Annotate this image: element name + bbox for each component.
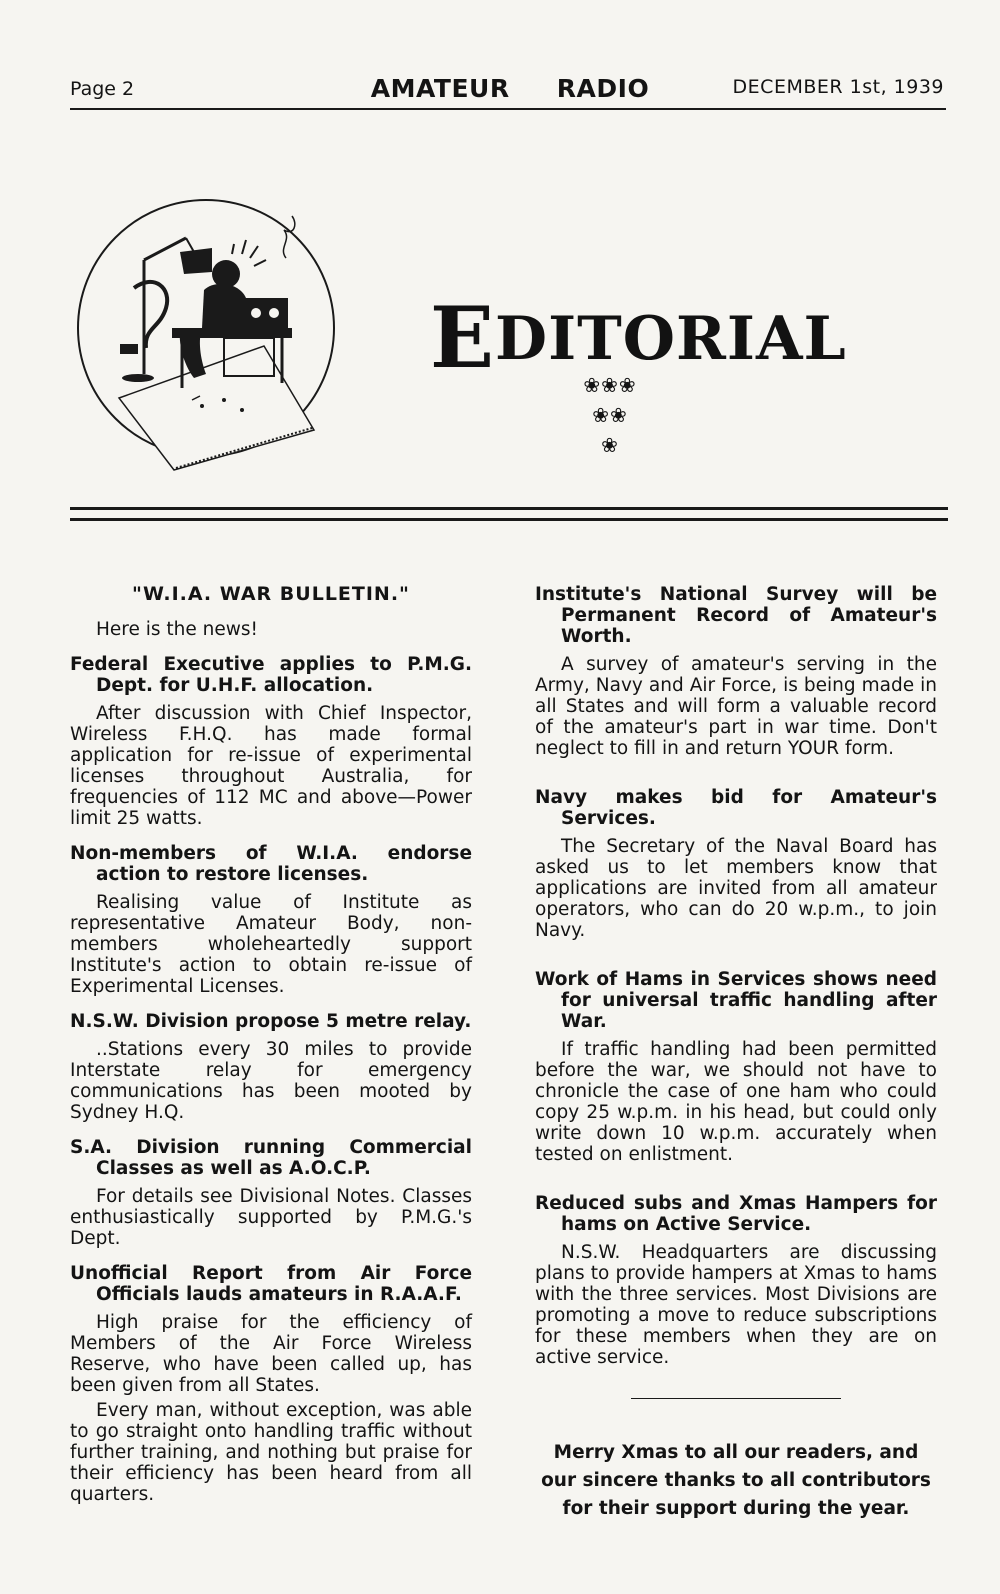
article-body: N.S.W. Headquarters are discussing plans to provide hampers at Xmas to hams with the three services. Most Divisions are promoting a move to reduce subscriptions for these members when they are on active service. [535,1242,937,1368]
article-heading: Non-members of W.I.A. endorse action to restore licenses. [70,843,472,885]
article-body: If traffic handling had been permitted before the war, we should not have to chronicle the case of one ham who could copy 25 w.p.m. in his head, but could only write down 10 w.p.m. accurately when tested on enlistment. [535,1039,937,1165]
page-number: Page 2 [70,78,135,100]
article-body: Every man, without exception, was able to go straight onto handling traffic without further training, and nothing but praise for their efficiency has been heard from all quarters. [70,1400,472,1505]
article-heading: S.A. Division running Commercial Classes as well as A.O.C.P. [70,1137,472,1179]
bulletin-intro: Here is the news! [96,619,258,640]
article-heading: N.S.W. Division propose 5 metre relay. [70,1011,472,1032]
article-body: A survey of amateur's serving in the Army, Navy and Air Force, is being made in all States and will form a valuable record of the amateur's part in war time. Don't neglect to fill in and return YOUR form. [535,654,937,759]
magazine-title: AMATEUR RADIO [370,74,650,103]
article-body: Realising value of Institute as representative Amateur Body, non-members wholeheartedly support Institute's action to obtain re-issue of Experimental Licenses. [70,892,472,997]
issue-date: DECEMBER 1st, 1939 [732,76,944,98]
ornament-row: ❀ [601,433,619,457]
ornament-row: ❀❀❀ [583,373,637,397]
left-column [70,584,472,1519]
article-heading: Federal Executive applies to P.M.G. Dept. for U.H.F. allocation. [70,654,472,696]
editorial-title-rest: DITORIAL [495,304,847,374]
article-heading: Reduced subs and Xmas Hampers for hams on Active Service. [535,1193,937,1235]
right-column [535,584,937,1523]
bulletin-title: "W.I.A. WAR BULLETIN." [132,583,410,605]
radio-operator-illustration [74,178,352,476]
article-body: ..Stations every 30 miles to provide Interstate relay for emergency communications has been mooted by Sydney H.Q. [70,1039,472,1123]
flower-ornaments [540,370,680,460]
article-body: After discussion with Chief Inspector, Wireless F.H.Q. has made formal application for re-issue of experimental licenses throughout Australia, for frequencies of 112 MC and above—Power limit 25 watts. [70,703,472,829]
ornament-row: ❀❀ [592,403,628,427]
page-header [70,74,946,110]
editorial-initial: E [430,288,496,387]
closing-message: Merry Xmas to all our readers, and our sincere thanks to all contributors for their support during the year. [541,1442,931,1519]
article-body: The Secretary of the Naval Board has asked us to let members know that applications are invited from all amateur operators, who can do 20 w.p.m., to join Navy. [535,836,937,941]
article-body: High praise for the efficiency of Members of the Air Force Wireless Reserve, who have been called up, has been given from all States. [70,1312,472,1396]
article-heading: Work of Hams in Services shows need for universal traffic handling after War. [535,969,937,1032]
article-heading: Navy makes bid for Amateur's Services. [535,787,937,829]
article-body: For details see Divisional Notes. Classes enthusiastically supported by P.M.G.'s Dept. [70,1186,472,1249]
article-heading: Unofficial Report from Air Force Officials lauds amateurs in R.A.A.F. [70,1263,472,1305]
closing-divider [631,1398,841,1399]
article-heading: Institute's National Survey will be Permanent Record of Amateur's Worth. [535,584,937,647]
section-divider [70,507,948,521]
